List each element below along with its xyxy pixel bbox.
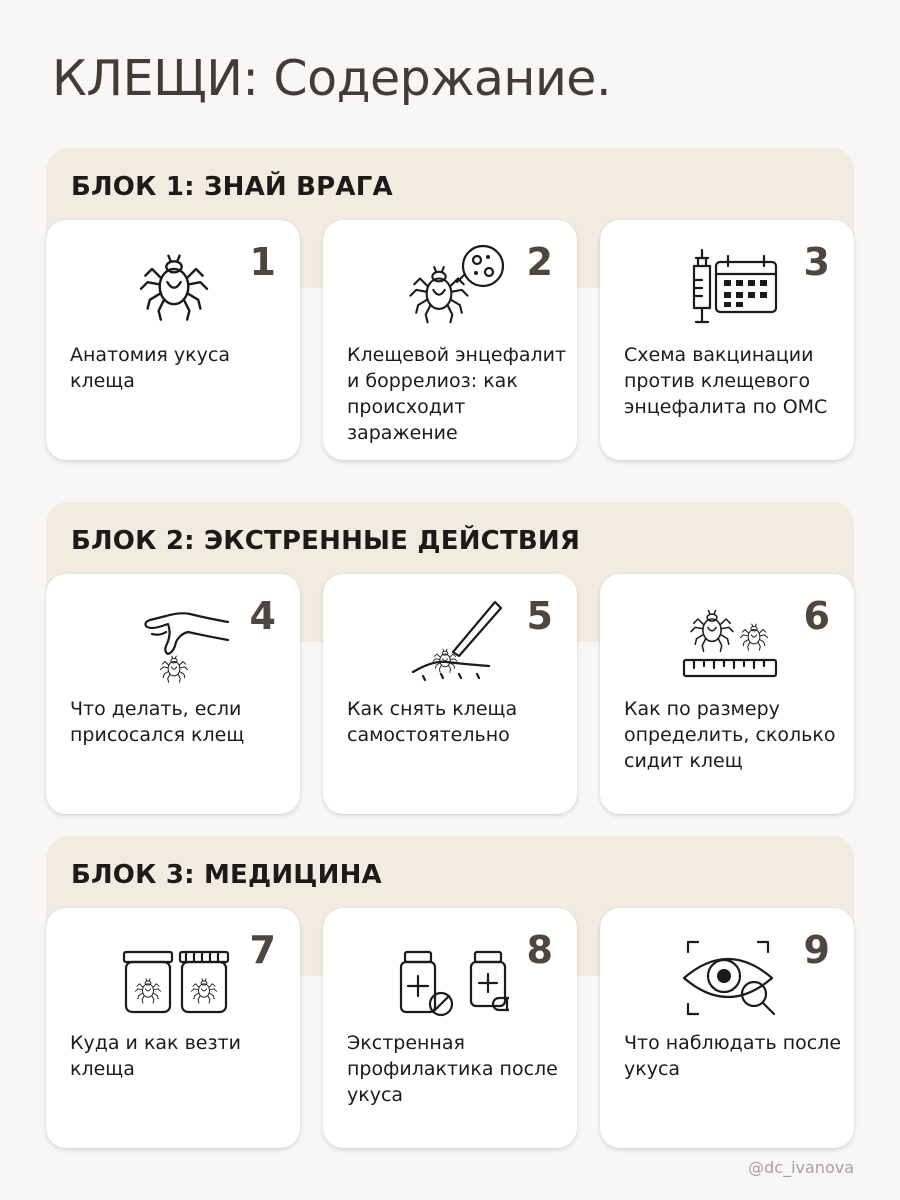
card-6[interactable] (600, 574, 854, 814)
block-2-title: БЛОК 2: ЭКСТРЕННЫЕ ДЕЙСТВИЯ (71, 526, 581, 556)
card-number: 7 (249, 928, 276, 972)
block-3-title: БЛОК 3: МЕДИЦИНА (71, 860, 382, 890)
author-handle: @dc_ivanova (748, 1158, 854, 1177)
card-number: 1 (249, 240, 276, 284)
card-text: Что наблюдать после укуса (624, 1032, 842, 1080)
card-number: 8 (526, 928, 553, 972)
hand-tick-icon (116, 594, 232, 684)
card-text: Как снять клеща самостоятельно (347, 698, 518, 746)
card-9[interactable] (600, 908, 854, 1148)
block-1-title: БЛОК 1: ЗНАЙ ВРАГА (71, 172, 393, 202)
medicine-bottles-icon (393, 928, 509, 1018)
card-7[interactable] (46, 908, 300, 1148)
jars-tick-icon (116, 928, 232, 1018)
card-1[interactable] (46, 220, 300, 460)
card-number: 3 (803, 240, 830, 284)
card-4[interactable] (46, 574, 300, 814)
card-text: Как по размеру определить, сколько сидит клещ (624, 698, 836, 772)
card-number: 5 (526, 594, 553, 638)
page-title: КЛЕЩИ: Содержание. (52, 50, 612, 107)
ticks-ruler-icon (670, 594, 786, 684)
card-number: 9 (803, 928, 830, 972)
card-8[interactable] (323, 908, 577, 1148)
card-2[interactable] (323, 220, 577, 460)
card-text: Схема вакцинации против клещевого энцефалита по ОМС (624, 344, 828, 418)
card-text: Клещевой энцефалит и боррелиоз: как происходит заражение (347, 344, 567, 444)
card-5[interactable] (323, 574, 577, 814)
card-text: Что делать, если присосался клещ (70, 698, 245, 746)
card-number: 6 (803, 594, 830, 638)
card-text: Куда и как везти клеща (70, 1032, 241, 1080)
card-number: 4 (249, 594, 276, 638)
syringe-calendar-icon (670, 240, 786, 330)
card-text: Анатомия укуса клеща (70, 344, 230, 392)
tick-icon (116, 240, 232, 330)
card-number: 2 (526, 240, 553, 284)
tick-virus-icon (393, 240, 509, 330)
tweezers-tick-icon (393, 594, 509, 684)
card-text: Экстренная профилактика после укуса (347, 1032, 558, 1106)
eye-magnifier-icon (670, 928, 786, 1018)
card-3[interactable] (600, 220, 854, 460)
